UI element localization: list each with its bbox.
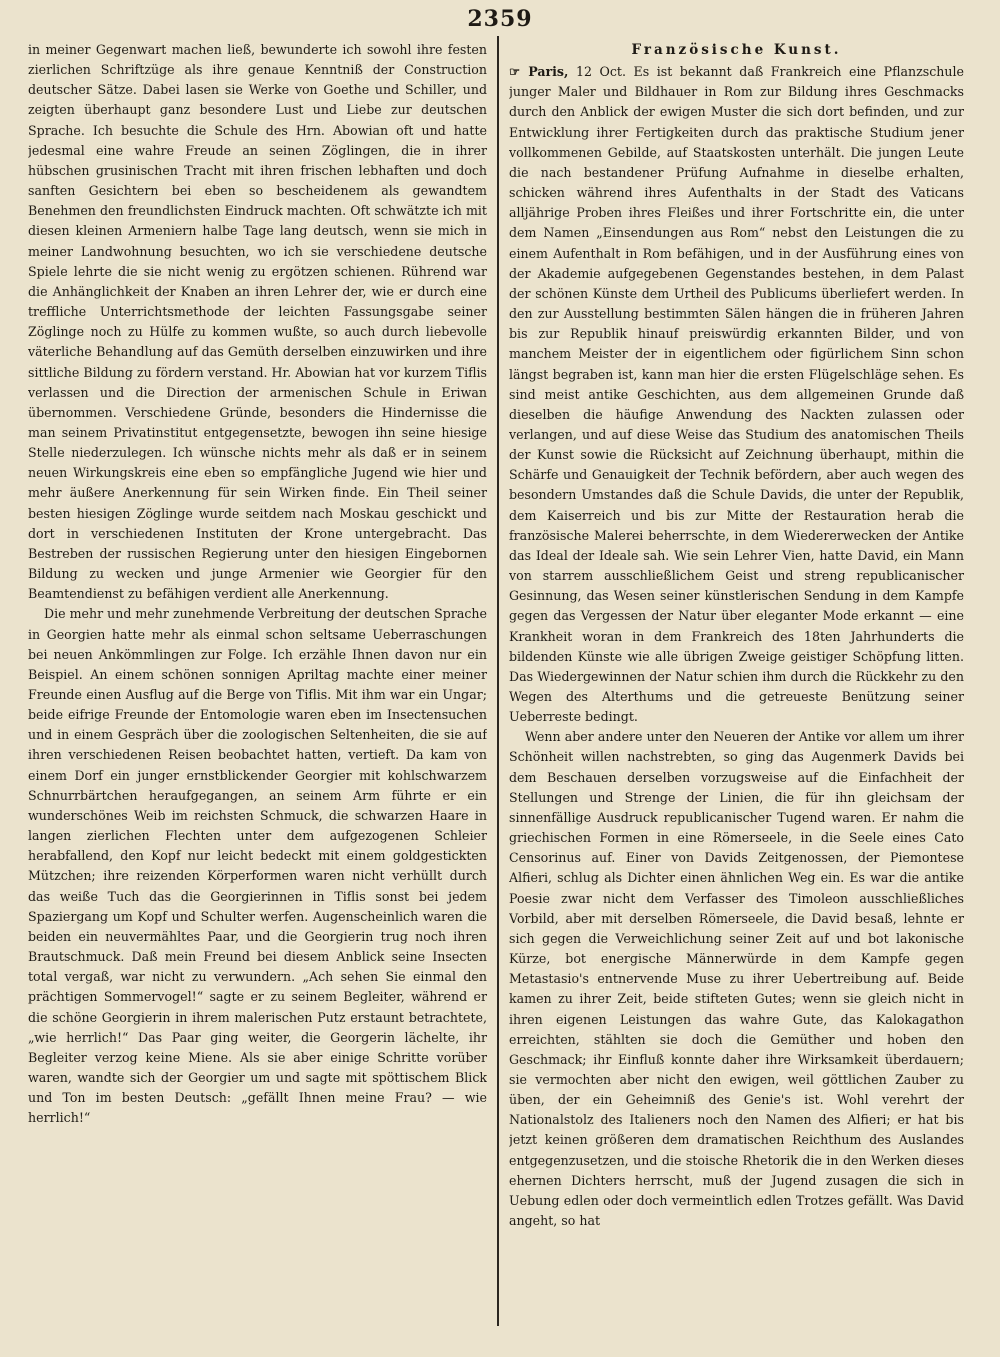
dateline: ☞ Paris,	[509, 64, 569, 80]
page-number: 2359	[467, 6, 533, 32]
date: 12 Oct.	[575, 64, 626, 80]
left-paragraph-2: Die mehr und mehr zunehmende Verbreitung der deutschen Sprache in Georgien hatte mehr als einmal schon seltsame Ueberraschungen bei neuen Ankömmlingen zur Folge. Ich erzähle Ihnen davon nur ein Beispiel. An einem schönen sonnigen Apriltag machte einer meiner Freunde einen Ausflug auf die Berge von Tiflis. Mit ihm war ein Ungar; beide eifrige Freunde der Entomologie waren eben im Insectensuchen und in einem Gespräch über die zoologischen Seltenheiten, die sie auf ihren verschiedenen Reisen beobachtet hatten, vertieft. Da kam von einem Dorf ein junger ernstblickender Georgier mit kohlschwarzem Schnurrbärtchen heraufgegangen, an seinem Arm führte er ein wunderschönes Weib im reichsten Schmuck, die schwarzen Haare in langen zierlichen Flechten unter dem aufgezogenen Schleier herabfallend, den Kopf nur leicht bedeckt mit einem goldgestickten Mützchen; ihre reizenden Körperformen waren nicht verhüllt durch das weiße Tuch das die Georgierinnen in Tiflis sonst bei jedem Spaziergang um Kopf und Schulter werfen. Augenscheinlich waren die beiden ein neuvermähltes Paar, und die Georgierin trug noch ihren Brautschmuck. Daß mein Freund bei diesem Anblick seine Insecten total vergaß, war nicht zu verwundern. „Ach sehen Sie einmal den prächtigen Sommervogel!“ sagte er zu seinem Begleiter, während er die schöne Georgierin in ihrem malerischen Putz erstaunt betrachtete, „wie herrlich!“ Das Paar ging weiter, die Georgerin lächelte, ihr Begleiter verzog keine Miene. Als sie aber einige Schritte vorüber waren, wandte sich der Georgier um und sagte mit spöttischem Blick und Ton im besten Deutsch: „gefällt Ihnen meine Frau? — wie herrlich!“	[28, 606, 487, 1126]
right-column	[509, 40, 964, 1337]
left-column	[28, 40, 487, 1337]
right-paragraph-2: Wenn aber andere unter den Neueren der Antike vor allem um ihrer Schönheit willen nachstrebten, so ging das Augenmerk Davids bei dem Beschauen derselben vorzugsweise auf die Einfachheit der Stellungen und Strenge der Linien, die für ihn gleichsam der sinnenfällige Ausdruck republicanischer Tugend waren. Er nahm die griechischen Formen in eine Römerseele, in die Seele eines Cato Censorinus auf. Einer von Davids Zeitgenossen, der Piemontese Alfieri, schlug als Dichter einen ähnlichen Weg ein. Es war die antike Poesie zwar nicht dem Verfasser des Timoleon ausschließliches Vorbild, aber mit derselben Römerseele, die David besaß, lehnte er sich gegen die Verweichlichung seiner Zeit auf und bot lakonische Kürze, bot energische Männerwürde in dem Kampfe gegen Metastasio's entnervende Muse zu ihrer Uebertreibung auf. Beide kamen zu ihrer Zeit, beide stifteten Gutes; wenn sie gleich nicht in ihren eigenen Leistungen das wahre Gute, das Kalokagathon erreichten, stählten sie doch die Gemüther und hoben den Geschmack; ihr Einfluß konnte daher ihre Wirksamkeit überdauern; sie vermochten aber nicht den ewigen, weil göttlichen Zauber zu üben, der ein Geheimniß des Genie's ist. Wohl verehrt der Nationalstolz des Italieners noch den Namen des Alfieri; er hat bis jetzt keinen größeren dem dramatischen Reichthum des Auslandes entgegenzusetzen, und die stoische Rhetorik die in den Werken dieses ehernen Dichters herrscht, muß der Jugend zusagen die sich in Uebung edlen oder doch vermeintlich edlen Trotzes gefällt. Was David angeht, so hat	[509, 729, 964, 1229]
right-paragraph-1-text: Es ist bekannt daß Frankreich eine Pflanzschule junger Maler und Bildhauer in Rom zur Bildung ihres Geschmacks durch den Anblick der ewigen Muster die sich dort befinden, und zur Entwicklung ihrer Fertigkeiten durch das praktische Studium jener vollkommenen Gebilde, auf Staatskosten unterhält. Die jungen Leute die nach bestandener Prüfung Aufnahme in dieselbe erhalten, schicken während ihres Aufenthalts in der Stadt des Vaticans alljährige Proben ihres Fleißes und ihrer Fortschritte ein, die unter dem Namen „Einsendungen aus Rom“ nebst den Leistungen die zu einem Aufenthalt in Rom befähigen, und in der Ausführung eines von der Akademie aufgegebenen Gegenstandes bestehen, in dem Palast der schönen Künste dem Urtheil des Publicums überliefert werden. In den zur Ausstellung bestimmten Sälen hängen die in früheren Jahren bis zur Republik hinauf preiswürdig erkannten Bilder, und von manchem Meister der in eigentlichem oder figürlichem Sinn schon längst begraben ist, kann man hier die ersten Flügelschläge sehen. Es sind meist antike Geschichten, aus dem allgemeinen Grunde daß dieselben die häufige Anwendung des Nackten zulassen oder verlangen, und auf diese Weise das Studium des anatomischen Theils der Kunst sowie die Rücksicht auf Zeichnung überhaupt, mithin die Schärfe und Genauigkeit der Technik befördern, aber auch wegen des besondern Umstandes daß die Schule Davids, die unter der Republik, dem Kaiserreich und bis zur Mitte der Restauration herab die französische Malerei beherrschte, in dem Wiedererwecken der Antike das Ideal der Ideale sah. Wie sein Lehrer Vien, hatte David, ein Mann von starrem ausschließlichem Geist und streng republicanischer Gesinnung, das Wesen seiner künstlerischen Sendung in dem Kampfe gegen das Vergessen der Natur über eleganter Mode erkannt — eine Krankheit woran in dem Frankreich des 18ten Jahrhunderts die bildenden Künste wie alle übrigen Zweige geistiger Schöpfung litten. Das Wiedergewinnen der Natur schien ihm durch die Rückkehr zu den Wegen des Alterthums und die getreueste Benützung seiner Ueberreste bedingt.	[509, 64, 964, 725]
left-paragraph-1: in meiner Gegenwart machen ließ, bewunderte ich sowohl ihre festen zierlichen Schriftzüge als ihre genaue Kenntniß der Construction deutscher Sätze. Dabei lasen sie Werke von Goethe und Schiller, und zeigten überhaupt ganz besondere Lust und Liebe zur deutschen Sprache. Ich besuchte die Schule des Hrn. Abowian oft und hatte jedesmal eine wahre Freude an seinen Zöglingen, die in ihrer hübschen grusinischen Tracht mit ihren frischen lebhaften und doch sanften Gesichtern bei eben so bescheidenem als gewandtem Benehmen den freundlichsten Eindruck machten. Oft schwätzte ich mit diesen kleinen Armeniern halbe Tage lang deutsch, wenn sie mich in meiner Landwohnung besuchten, wo ich sie verschiedene deutsche Spiele lehrte die sie nicht wenig zu ergötzen schienen. Rührend war die Anhänglichkeit der Knaben an ihren Lehrer der, wie er durch eine treffliche Unterrichtsmethode der leichten Fassungsgabe seiner Zöglinge noch zu Hülfe zu kommen wußte, so auch durch liebevolle väterliche Behandlung auf das Gemüth derselben einzuwirken und ihre sittliche Bildung zu fördern verstand. Hr. Abowian hat vor kurzem Tiflis verlassen und die Direction der armenischen Schule in Eriwan übernommen. Verschiedene Gründe, besonders die Hindernisse die man seinem Privatinstitut entgegensetzte, bewogen ihn seine hiesige Stelle niederzulegen. Ich wünsche nichts mehr als daß er in seinem neuen Wirkungskreis eine eben so empfängliche Jugend wie hier und mehr äußere Anerkennung für sein Wirken finde. Ein Theil seiner besten hiesigen Zöglinge wurde seitdem nach Moskau geschickt und dort in verschiedenen Instituten der Krone untergebracht. Das Bestreben der russischen Regierung unter den hiesigen Eingebornen Bildung zu wecken und junge Armenier wie Georgier für den Beamtendienst zu befähigen verdient alle Anerkennung.	[28, 42, 487, 602]
article-heading: Französische Kunst.	[631, 42, 842, 58]
column-divider	[497, 36, 499, 1326]
right-paragraph-1	[509, 62, 964, 727]
